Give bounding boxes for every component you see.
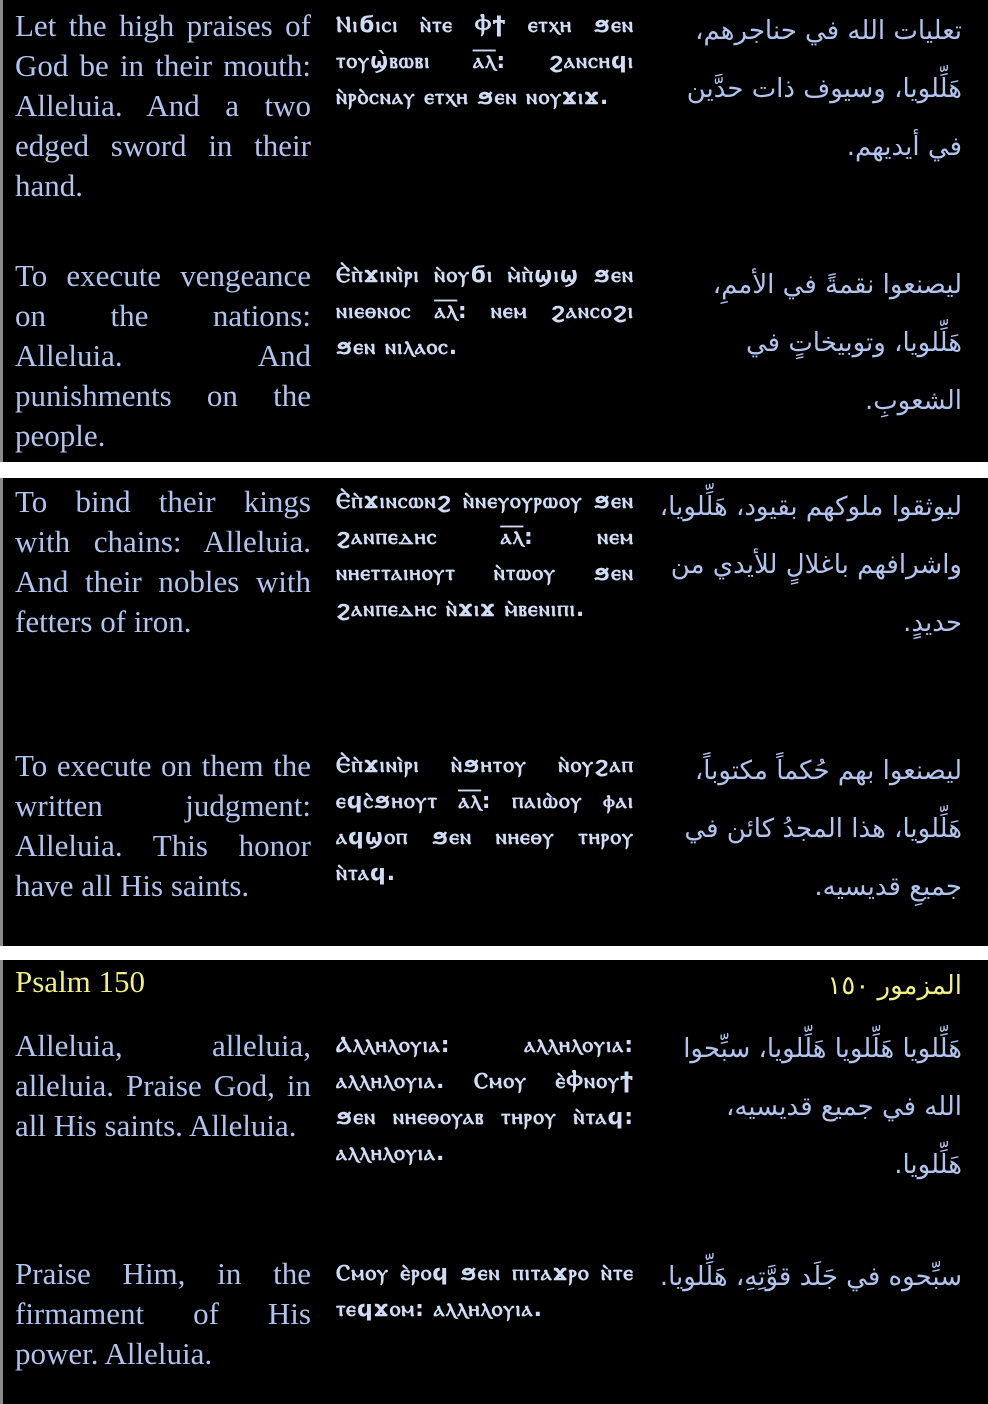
coptic-text: Ⲛⲓϭⲓⲥⲓ ⲛ̀ⲧⲉ Ⲫϯ ⲉⲧⲭⲏ ϧⲉⲛ ⲧⲟⲩϣ̀ⲃⲱⲃⲓ ⲁ̅ⲗ̅: ϩⲁⲛⲥⲏϥⲓ ⲛ̀ⲣⲟ̀ⲥⲛⲁⲩ ⲉⲧⲭⲏ ϧⲉⲛ ⲛⲟⲩϫⲓϫ. <box>336 13 634 110</box>
coptic-text: Ⲉ̀ⲡ̀ϫⲓⲛⲥⲱⲛϩ ⲛ̀ⲛⲉⲩⲟⲩⲣⲱⲟⲩ ϧⲉⲛ ϩⲁⲛⲡⲉⲇⲏⲥ ⲁ̅ⲗ̅: ⲛⲉⲙ ⲛⲏⲉⲧⲧⲁⲓⲏⲟⲩⲧ ⲛ̀ⲧⲱⲟⲩ ϧⲉⲛ ϩⲁⲛⲡⲉⲇⲏⲥ ⲛ̀ϫⲓϫ ⲙ̀ⲃⲉⲛⲓⲡⲓ. <box>336 489 634 622</box>
coptic-text: Ⲁⲗⲗⲏⲗⲟⲩⲓⲁ: ⲁⲗⲗⲏⲗⲟⲩⲓⲁ: ⲁⲗⲗⲏⲗⲟⲩⲓⲁ. Ⲥⲙⲟⲩ ⲉ̀Ⲫⲛⲟⲩϯ ϧⲉⲛ ⲛⲏⲉⲑⲟⲩⲁⲃ ⲧⲏⲣⲟⲩ ⲛ̀ⲧⲁϥ: ⲁⲗⲗⲏⲗⲟⲩⲓⲁ. <box>336 1033 634 1166</box>
coptic-text: Ⲉ̀ⲡ̀ϫⲓⲛⲓ̀ⲣⲓ ⲛ̀ⲟⲩϭⲓ ⲙ̀ⲡ̀ϣⲓϣ ϧⲉⲛ ⲛⲓⲉⲑⲛⲟⲥ ⲁ̅ⲗ̅: ⲛⲉⲙ ϩⲁⲛⲥⲟϩⲓ ϧⲉⲛ ⲛⲓⲗⲁⲟⲥ. <box>336 263 634 360</box>
verse-panel-2 <box>0 478 988 946</box>
psalm-heading-english: Psalm 150 <box>15 964 146 999</box>
verse-panel-1 <box>0 0 988 462</box>
coptic-text: Ⲉ̀ⲡ̀ϫⲓⲛⲓ̀ⲣⲓ ⲛ̀ϧⲏⲧⲟⲩ ⲛ̀ⲟⲩϩⲁⲡ ⲉϥⲥ̀ϧⲏⲟⲩⲧ ⲁ̅ⲗ̅: ⲡⲁⲓⲱ̀ⲟⲩ ⲫⲁⲓ ⲁϥϣⲟⲡ ϧⲉⲛ ⲛⲏⲉⲑⲩ ⲧⲏⲣⲟⲩ ⲛ̀ⲧⲁϥ. <box>336 753 634 886</box>
arabic-text: سبِّحوه في جَلَد قوَّتِهِ، هَلِّلويا. <box>659 1262 962 1292</box>
arabic-text: ليصنعوا بهم حُكماً مكتوباً، هَلِّلويا، هذا المجدُ كائن في جميعِ قديسيه. <box>684 756 962 902</box>
arabic-text: تعليات الله في حناجرهم، هَلِّلويا، وسيوف ذات حدَّين في أيديهم. <box>686 16 962 162</box>
english-text: Let the high praises of God be in their mouth: Alleluia. And a two edged sword in their hand. <box>15 8 311 203</box>
psalm-heading <box>3 960 988 1004</box>
psalm-heading-arabic: المزمور ١٥٠ <box>827 971 962 1001</box>
arabic-text: هَلِّلويا هَلِّلويا هَلِّلويا، سبِّحوا الله في جميع قديسيه، هَلِّلويا. <box>683 1034 962 1180</box>
coptic-text: Ⲥⲙⲟⲩ ⲉ̀ⲣⲟϥ ϧⲉⲛ ⲡⲓⲧⲁϫⲣⲟ ⲛ̀ⲧⲉ ⲧⲉϥϫⲟⲙ: ⲁⲗⲗⲏⲗⲟⲩⲓⲁ. <box>336 1261 634 1322</box>
english-text: To bind their kings with chains: Alleluia. And their nobles with fetters of iron. <box>15 484 311 639</box>
english-text: To execute vengeance on the nations: Alleluia. And punishments on the people. <box>15 258 311 453</box>
arabic-text: ليصنعوا نقمةً في الأممِ، هَلِّلويا، وتوبيخاتٍ في الشعوبِ. <box>712 270 962 416</box>
english-text: Alleluia, alleluia, alleluia. Praise God, in all His saints. Alleluia. <box>15 1028 311 1143</box>
english-text: Praise Him, in the firmament of His power. Alleluia. <box>15 1256 311 1371</box>
verse-panel-3 <box>0 960 988 1404</box>
english-text: To execute on them the written judgment: Alleluia. This honor have all His saints. <box>15 748 311 903</box>
arabic-text: ليوثقوا ملوكهم بقيود، هَلِّلويا، واشرافهم باغلالٍ للأيدي من حديدٍ. <box>659 492 962 638</box>
